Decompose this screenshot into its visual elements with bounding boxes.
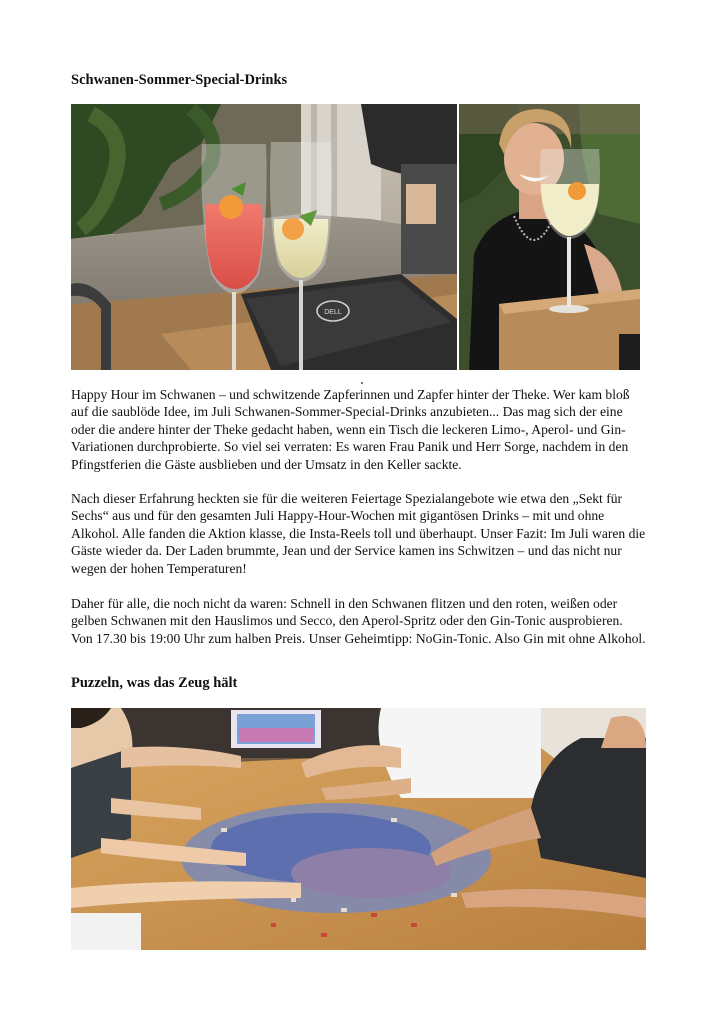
- photo-puzzle-table: [71, 708, 646, 950]
- paragraph-2: Nach dieser Erfahrung heckten sie für die weiteren Feiertage Spezialangebote wie etwa den „Sekt für Sechs“ aus und für den gesamten Juli Happy-Hour-Wochen mit gigantösen Drinks – mit und ohne Alkohol. Alle fanden die Aktion klasse, die Insta-Reels toll und überhaupt. Unser Fazit: Im Juli waren die Gäste wieder da. Der Laden brummte, Jean und der Service kamen ins Schwitzen – und das nicht nur wegen der hohen Temperaturen!: [71, 491, 646, 576]
- section-heading-drinks: Schwanen-Sommer-Special-Drinks: [71, 72, 288, 88]
- section-heading-puzzle: Puzzeln, was das Zeug hält: [71, 675, 238, 691]
- photo-drinks-table: [71, 104, 457, 370]
- photo-woman-with-drink: [459, 104, 640, 370]
- paragraph-1: Happy Hour im Schwanen – und schwitzende Zapferinnen und Zapfer hinter der Theke. Wer kam bloß auf die saublöde Idee, im Juli Schwanen-Sommer-Special-Drinks anzubieten... Das mag sich der eine oder die andere hinter der Theke gedacht haben, wenn ein Tisch die leckeren Limo-, Aperol- und Gin-Variationen durchprobierte. So viel sei verraten: Es waren Frau Panik und Herr Sorge, nachdem in den Pfingstferien die Gäste ausblieben und der Umsatz in den Keller sackte.: [71, 387, 630, 472]
- paragraph-3: Daher für alle, die noch nicht da waren: Schnell in den Schwanen flitzen und den roten, weißen oder gelben Schwanen mit den Hauslimos und Secco, den Aperol-Spritz oder den Gin-Tonic ausprobieren. Von 17.30 bis 19:00 Uhr zum halben Preis. Unser Geheimtipp: NoGin-Tonic. Also Gin mit ohne Alkohol.: [71, 596, 646, 646]
- laptop-logo-text: DELL: [324, 309, 342, 316]
- stray-mark: [361, 382, 363, 384]
